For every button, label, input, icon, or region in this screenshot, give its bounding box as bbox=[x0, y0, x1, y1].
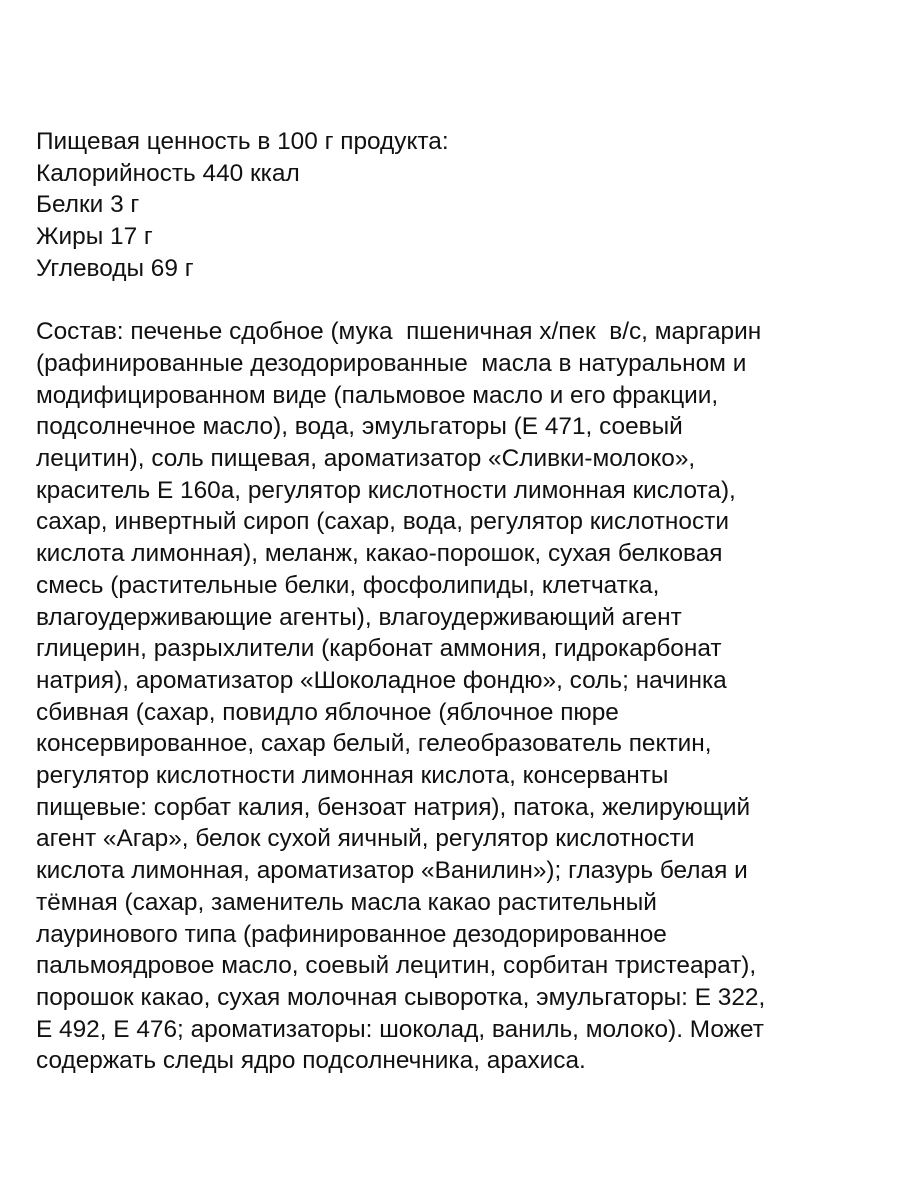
composition-line: смесь (растительные белки, фосфолипиды, клетчатка, bbox=[36, 571, 660, 599]
composition-line: кислота лимонная), меланж, какао-порошок, сухая белковая bbox=[36, 540, 723, 568]
composition-line: регулятор кислотности лимонная кислота, консерванты bbox=[36, 762, 669, 790]
composition-line: сахар, инвертный сироп (сахар, вода, регулятор кислотности bbox=[36, 508, 729, 536]
composition-line: содержать следы ядро подсолнечника, арахиса. bbox=[36, 1047, 586, 1075]
composition-line: Состав: печенье сдобное (мука пшеничная х/пек в/с, маргарин bbox=[36, 318, 762, 346]
nutrition-protein: Белки 3 г bbox=[36, 191, 140, 219]
composition-line: лауринового типа (рафинированное дезодорированное bbox=[36, 920, 667, 948]
composition-line: Е 492, Е 476; ароматизаторы: шоколад, ваниль, молоко). Может bbox=[36, 1015, 764, 1043]
composition-line: пищевые: сорбат калия, бензоат натрия), патока, желирующий bbox=[36, 793, 751, 821]
composition-section bbox=[36, 316, 886, 1077]
composition-line: кислота лимонная, ароматизатор «Ванилин»); глазурь белая и bbox=[36, 857, 748, 885]
composition-line: влагоудерживающие агенты), влагоудерживающий агент bbox=[36, 603, 682, 631]
nutrition-calories: Калорийность 440 ккал bbox=[36, 159, 300, 187]
section-gap bbox=[36, 285, 886, 317]
composition-line: (рафинированные дезодорированные масла в натуральном и bbox=[36, 349, 747, 377]
composition-line: порошок какао, сухая молочная сыворотка, эмульгаторы: Е 322, bbox=[36, 983, 766, 1011]
nutrition-carbs: Углеводы 69 г bbox=[36, 254, 194, 282]
nutrition-heading: Пищевая ценность в 100 г продукта: bbox=[36, 128, 449, 155]
composition-line: подсолнечное масло), вода, эмульгаторы (Е 471, соевый bbox=[36, 413, 683, 441]
nutrition-section bbox=[36, 126, 886, 285]
composition-line: краситель Е 160а, регулятор кислотности лимонная кислота), bbox=[36, 476, 736, 504]
nutrition-fat: Жиры 17 г bbox=[36, 223, 153, 251]
composition-line: глицерин, разрыхлители (карбонат аммония, гидрокарбонат bbox=[36, 635, 722, 663]
composition-line: сбивная (сахар, повидло яблочное (яблочное пюре bbox=[36, 698, 619, 726]
composition-line: агент «Агар», белок сухой яичный, регулятор кислотности bbox=[36, 825, 695, 853]
composition-line: лецитин), соль пищевая, ароматизатор «Сливки-молоко», bbox=[36, 445, 696, 473]
document-body bbox=[36, 126, 886, 1077]
composition-line: модифицированном виде (пальмовое масло и его фракции, bbox=[36, 381, 719, 409]
composition-line: тёмная (сахар, заменитель масла какао растительный bbox=[36, 888, 657, 916]
composition-line: натрия), ароматизатор «Шоколадное фондю», соль; начинка bbox=[36, 666, 727, 694]
composition-line: консервированное, сахар белый, гелеобразователь пектин, bbox=[36, 730, 712, 758]
composition-line: пальмоядровое масло, соевый лецитин, сорбитан тристеарат), bbox=[36, 952, 757, 980]
